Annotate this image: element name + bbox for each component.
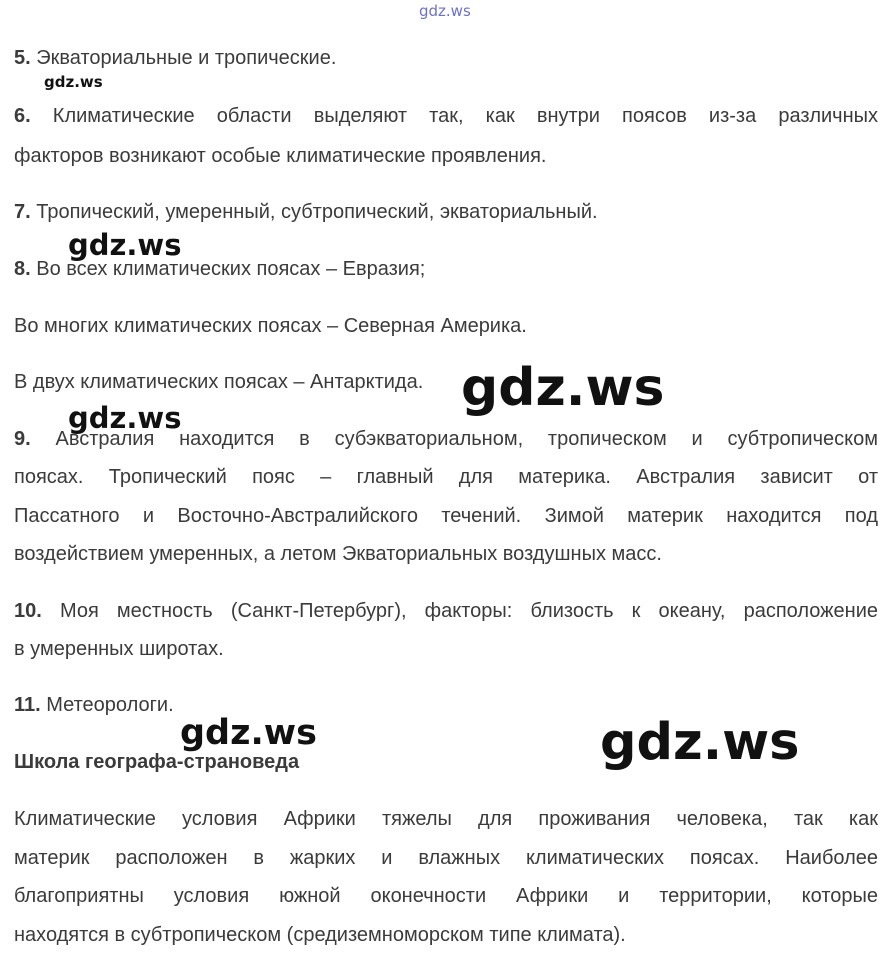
answer-8-line-3: В двух климатических поясах – Антарктида. xyxy=(14,371,424,393)
answer-10-line-2: в умеренных широтах. xyxy=(14,638,224,660)
answer-text: Экваториальные и тропические. xyxy=(30,47,337,69)
watermark-medium-2: gdz.ws xyxy=(68,401,182,435)
answer-number: 10. xyxy=(14,600,42,622)
answer-9-line-2: поясах. Тропический пояс – главный для материка. Австралия зависит от xyxy=(14,466,878,488)
answer-text: Метеорологи. xyxy=(40,694,174,716)
answer-number: 5. xyxy=(14,47,31,69)
watermark-medium-3: gdz.ws xyxy=(180,713,317,753)
answer-number: 11. xyxy=(14,694,41,716)
school-line-4: находятся в субтропическом (средиземноморском типе климата). xyxy=(14,924,626,946)
answer-7 xyxy=(14,200,878,224)
answer-number: 7. xyxy=(14,201,31,223)
answer-6-line-1 xyxy=(14,104,878,128)
school-line-2: материк расположен в жарких и влажных климатических поясах. Наиболее xyxy=(14,847,878,869)
answer-number: 9. xyxy=(14,428,31,450)
answer-text: Моя местность (Санкт-Петербург), факторы: близость к океану, расположение xyxy=(41,600,878,622)
section-heading: Школа географа-страноведа xyxy=(14,751,300,773)
watermark-top: gdz.ws xyxy=(419,2,471,20)
answer-6-line-2: факторов возникают особые климатические проявления. xyxy=(14,145,547,167)
watermark-large-right: gdz.ws xyxy=(600,713,800,772)
answer-9-line-3: Пассатного и Восточно-Австралийского течений. Зимой материк находится под xyxy=(14,505,878,527)
answer-text: Климатические области выделяют так, как внутри поясов из-за различных xyxy=(30,105,878,127)
watermark-medium-1: gdz.ws xyxy=(68,228,182,262)
school-line-3: благоприятны условия южной оконечности Африки и территории, которые xyxy=(14,885,878,907)
answer-text: Во всех климатических поясах – Евразия; xyxy=(30,258,426,280)
answer-5 xyxy=(14,46,878,70)
answer-number: 6. xyxy=(14,105,31,127)
answer-10-line-1 xyxy=(14,599,878,623)
answer-text: Австралия находится в субэкваториальном, тропическом и субтропическом xyxy=(30,428,878,450)
school-line-1: Климатические условия Африки тяжелы для проживания человека, так как xyxy=(14,808,878,830)
watermark-small: gdz.ws xyxy=(44,73,103,91)
answer-text: Тропический, умеренный, субтропический, экваториальный. xyxy=(30,201,598,223)
answer-8-line-2: Во многих климатических поясах – Северная Америка. xyxy=(14,315,527,337)
watermark-large-center: gdz.ws xyxy=(461,358,665,418)
answer-number: 8. xyxy=(14,258,31,280)
answer-9-line-4: воздействием умеренных, а летом Экваториальных воздушных масс. xyxy=(14,543,662,565)
